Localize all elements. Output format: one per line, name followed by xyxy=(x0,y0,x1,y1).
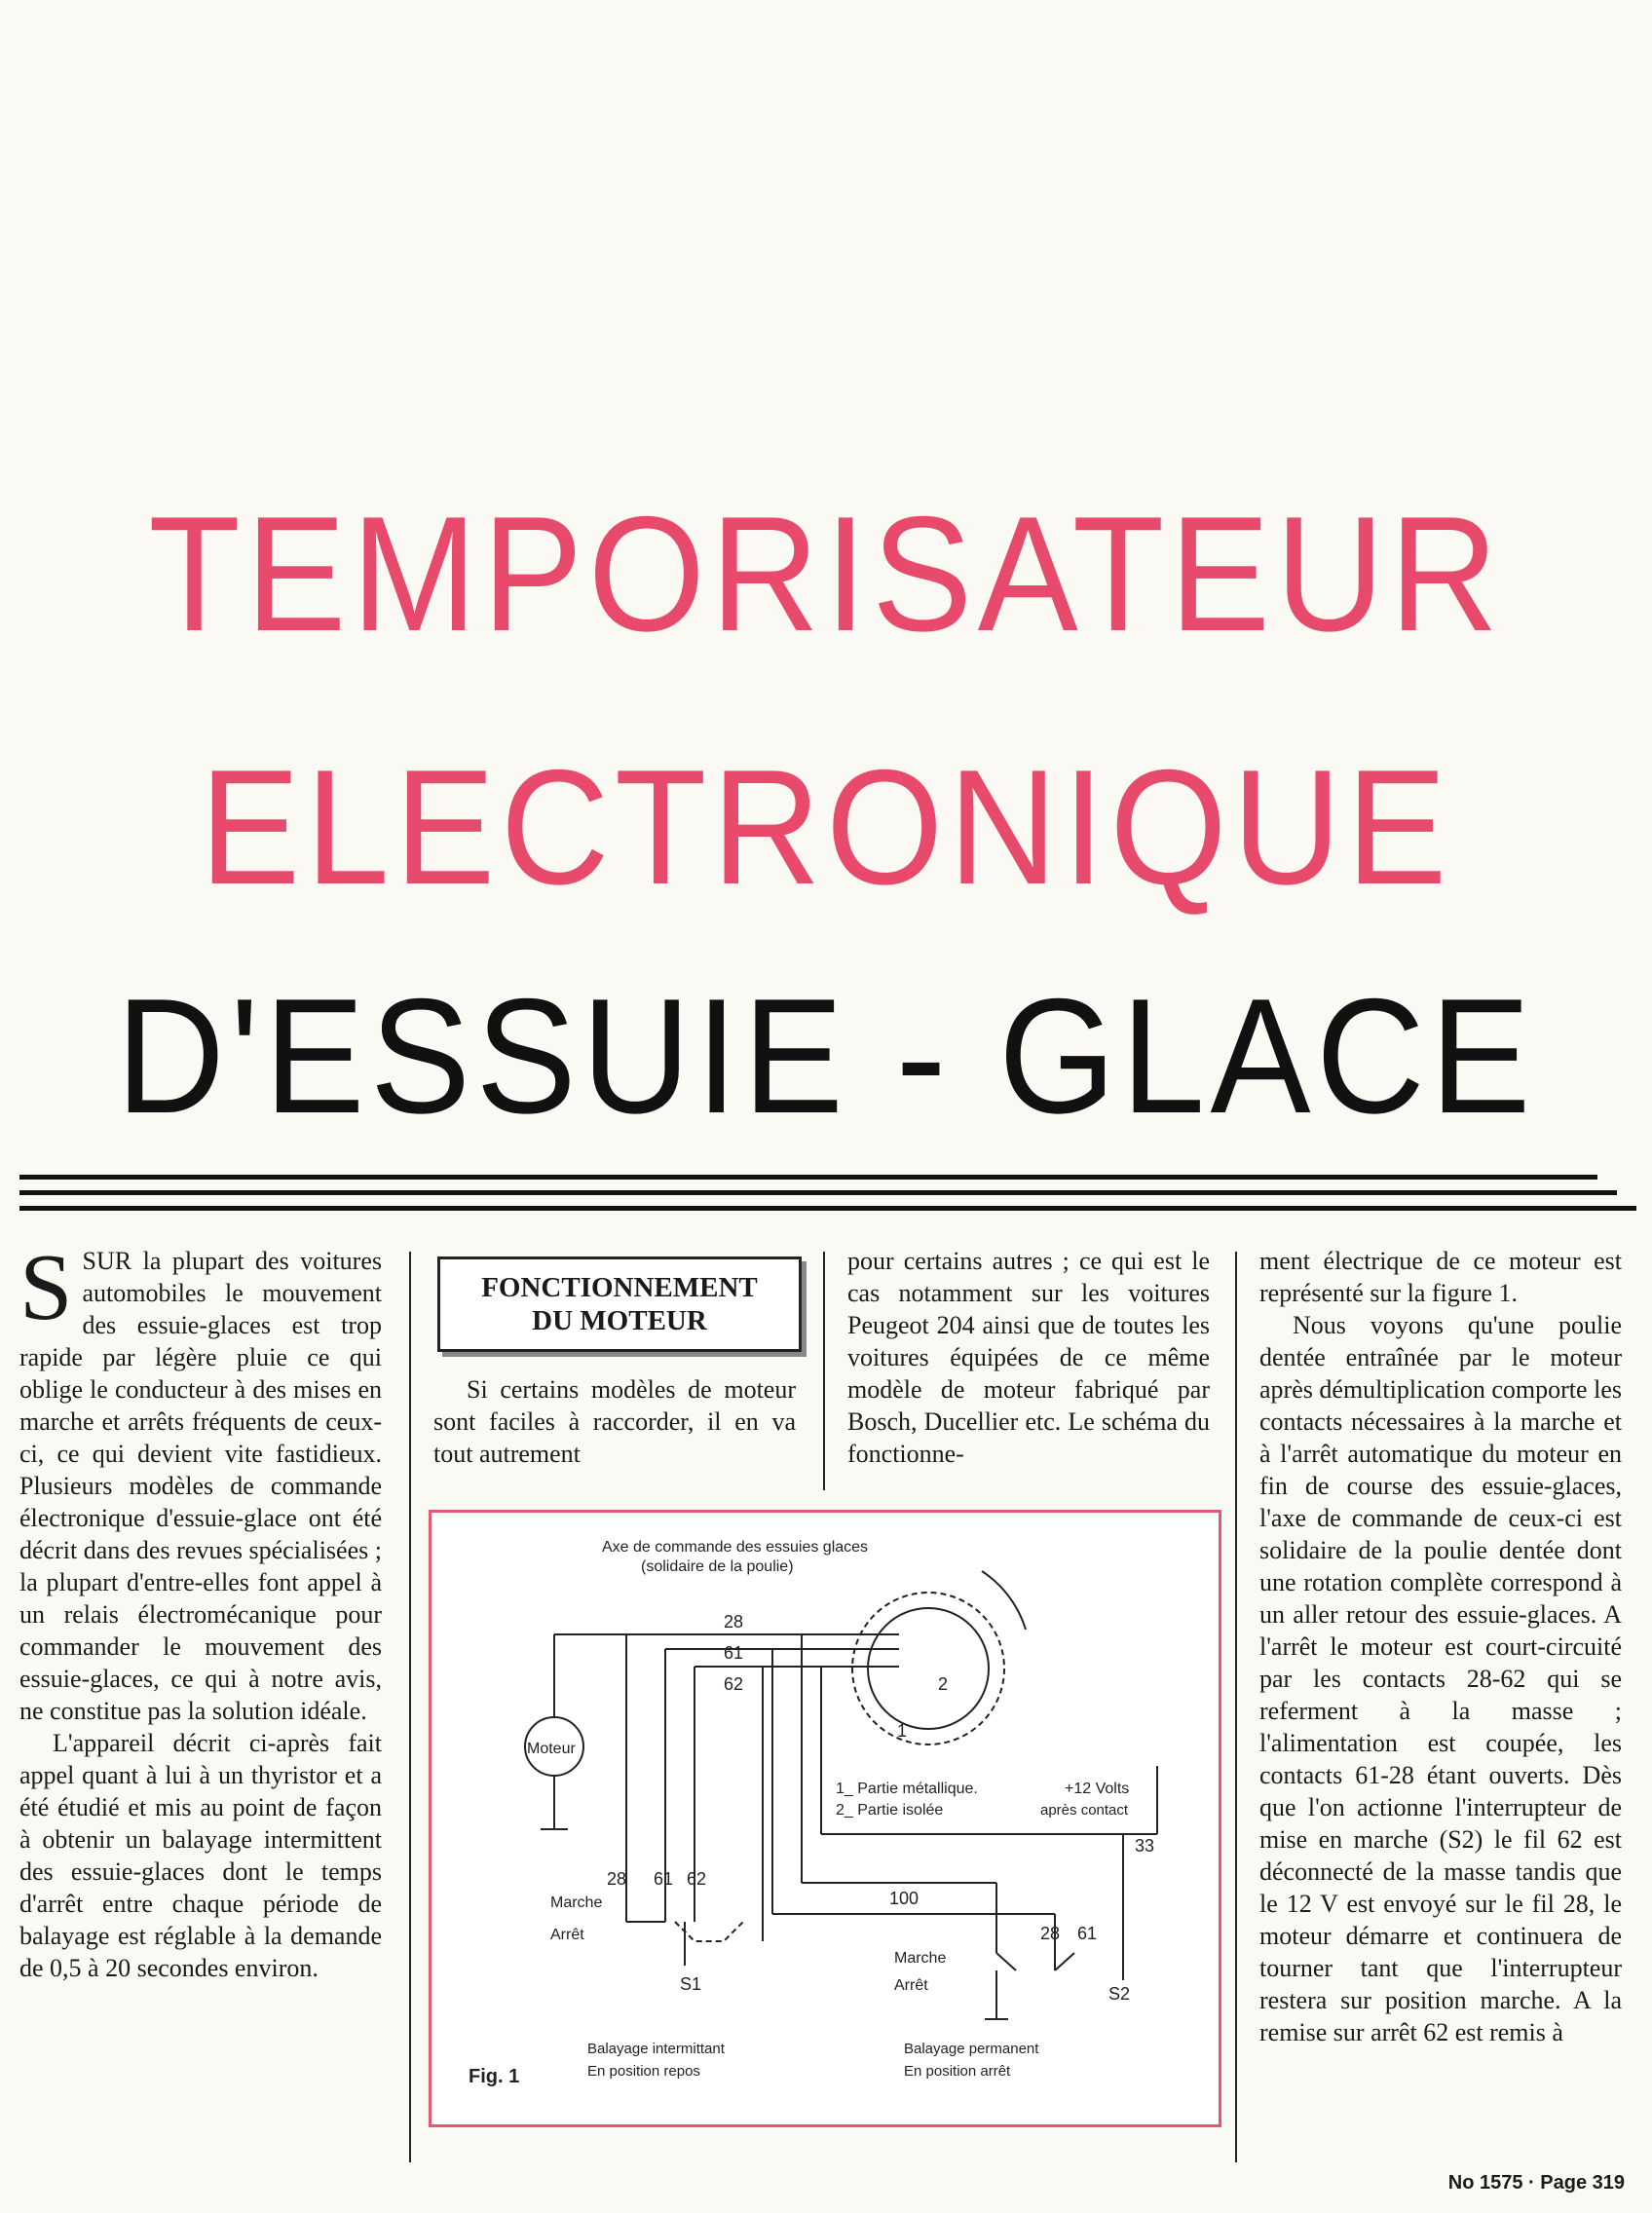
legend-1: 1_ Partie métallique. xyxy=(836,1781,978,1797)
legend-2: 2_ Partie isolée xyxy=(836,1802,944,1819)
s1-wire-62: 62 xyxy=(687,1869,707,1889)
col4-paragraph-1: ment électrique de ce moteur est représenté sur la figure 1. xyxy=(1259,1247,1622,1307)
axis-label-1: Axe de commande des essuies glaces xyxy=(602,1539,869,1556)
col3-paragraph-1: pour certains autres ; ce qui est le cas notamment sur les voitures Peugeot 204 ainsi que de toutes les voitures équipées de ce même modèle de moteur fabriqué par Bosch, Ducellier etc. Le schéma du fonctionne- xyxy=(847,1247,1210,1468)
rotation-arrow xyxy=(982,1571,1026,1630)
column-1 xyxy=(19,1235,382,1984)
column-4 xyxy=(1259,1245,1622,2048)
section-heading-line-2: DU MOTEUR xyxy=(532,1305,707,1336)
left-caption-1: Balayage intermittant xyxy=(587,2041,725,2057)
title-line-3: D'ESSUIE - GLACE xyxy=(116,964,1536,1147)
section-heading-line-1: FONCTIONNEMENT xyxy=(481,1272,758,1303)
s2-marche-label: Marche xyxy=(894,1950,947,1967)
column-divider-3 xyxy=(1235,1252,1237,2162)
label-2: 2 xyxy=(938,1674,949,1694)
section-heading-box xyxy=(437,1257,802,1352)
axis-label-2: (solidaire de la poulie) xyxy=(641,1558,794,1575)
page-number: No 1575 · Page 319 xyxy=(1447,2172,1625,2194)
supply-label-2: après contact xyxy=(1040,1802,1129,1819)
col1-paragraph-1: SSUR la plupart des voitures automobiles le mouvement des essuie-glaces est trop rapide par légère pluie ce qui oblige le conducteur à des mises en marche et arrêts fréquents de ceux-ci, ce qui devient vite fastidieux. Plusieurs modèles de commande électronique d'essuie-glace ont été décrit dans des revues spécialisées ; la plupart d'entre-elles font appel à un relais électromécanique pour commander le mouvement des essuie-glaces, ce qui à notre avis, ne constitue pas la solution idéale. xyxy=(19,1235,382,1725)
motor-label: Moteur xyxy=(527,1741,576,1757)
wire-100: 100 xyxy=(889,1889,920,1908)
column-divider-2 xyxy=(823,1252,825,1490)
left-caption-2: En position repos xyxy=(587,2063,700,2080)
col1-paragraph-2: L'appareil décrit ci-après fait appel quant à lui à un thyristor et a été étudié et mis au point de façon à obtenir un balayage intermittent des essuie-glaces dont le temps d'arrêt entre chaque période de balayage est réglable à la demande de 0,5 à 20 secondes environ. xyxy=(19,1729,382,1982)
col4-paragraph-2: Nous voyons qu'une poulie dentée entraînée par le moteur après démultiplication comporte les contacts nécessaires à la marche et à l'arrêt automatique du moteur en fin de course des essuie-glaces, l'axe de commande de ceux-ci est solidaire de la poulie dentée dont une rotation complète correspond à un aller retour des essuie-glaces. A l'arrêt le moteur est court-circuité par les contacts 28-62 qui se referment à la masse ; l'alimentation est coupée, les contacts 61-28 étant ouverts. Dès que l'on actionne l'interrupteur de mise en marche (S2) le fil 62 est déconnecté de la masse tandis que le 12 V est envoyé sur le fil 28, le moteur démarre et continuera de tourner tant que l'interrupteur restera sur position marche. A la remise sur arrêt 62 est remis à xyxy=(1259,1311,1622,2046)
supply-label-1: +12 Volts xyxy=(1065,1781,1130,1797)
s1-wire-61: 61 xyxy=(654,1869,674,1889)
figure-caption: Fig. 1 xyxy=(469,2066,520,2087)
col2-paragraph-1: Si certains modèles de moteur sont faciles à raccorder, il en va tout autrement xyxy=(433,1375,796,1468)
s2-label: S2 xyxy=(1108,1984,1131,2004)
column-2 xyxy=(433,1373,796,1470)
wire-33: 33 xyxy=(1135,1836,1155,1856)
figure-1 xyxy=(429,1510,1221,2127)
s1-wire-28: 28 xyxy=(607,1869,627,1889)
title-line-2: ELECTRONIQUE xyxy=(200,735,1452,919)
s1-label: S1 xyxy=(680,1974,702,1994)
pulley-gear xyxy=(868,1608,989,1729)
drop-cap: S xyxy=(19,1235,73,1340)
wire-28: 28 xyxy=(724,1612,744,1632)
right-caption-2: En position arrêt xyxy=(904,2063,1011,2080)
pulley-teeth xyxy=(852,1593,1004,1744)
title-rule-2 xyxy=(19,1190,1617,1195)
wiring-diagram xyxy=(432,1513,1219,2124)
label-1: 1 xyxy=(897,1721,908,1741)
s2-wire-28: 28 xyxy=(1040,1924,1061,1943)
title-rule-1 xyxy=(19,1175,1597,1180)
title-line-1: TEMPORISATEUR xyxy=(148,482,1504,665)
s2-wire-61: 61 xyxy=(1077,1924,1098,1943)
wire-62: 62 xyxy=(724,1674,744,1694)
s1-arret-label: Arrêt xyxy=(550,1927,584,1943)
wire-61: 61 xyxy=(724,1643,744,1663)
title-rule-3 xyxy=(19,1206,1636,1211)
column-3 xyxy=(847,1245,1210,1470)
right-caption-1: Balayage permanent xyxy=(904,2041,1039,2057)
s2-arret-label: Arrêt xyxy=(894,1977,928,1994)
s1-marche-label: Marche xyxy=(550,1894,603,1911)
column-divider-1 xyxy=(409,1252,411,2162)
